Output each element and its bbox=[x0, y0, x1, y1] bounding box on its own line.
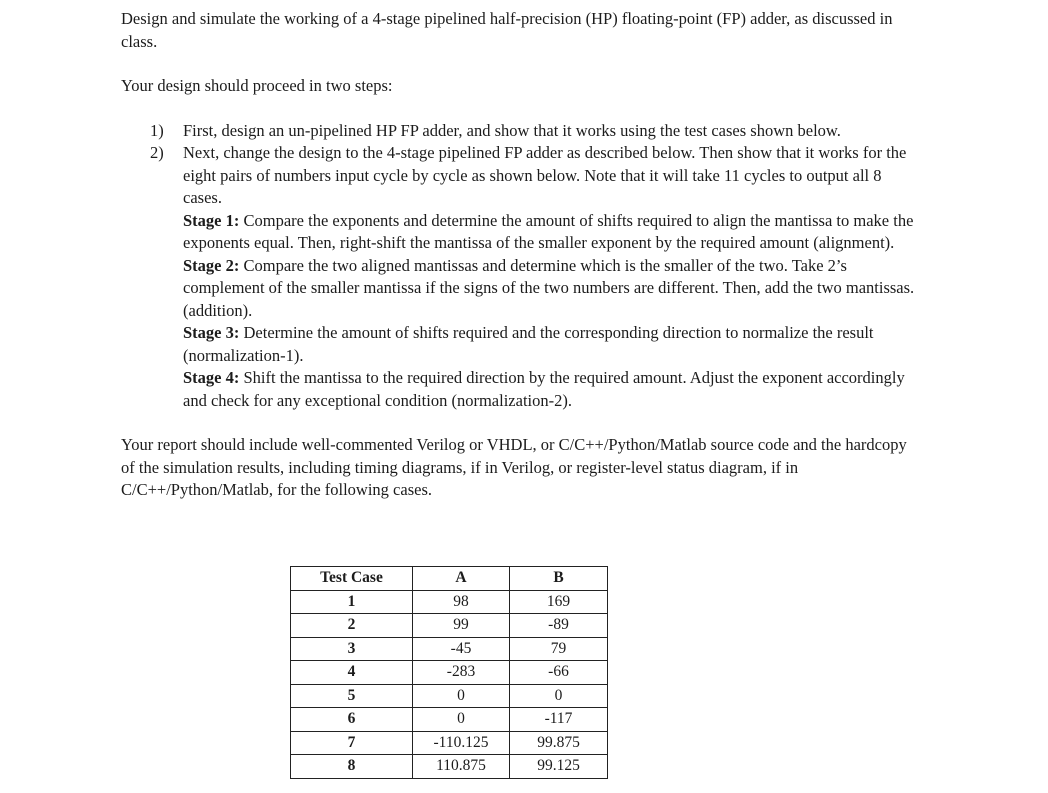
table-row bbox=[291, 755, 608, 779]
cell-b: -89 bbox=[510, 614, 608, 638]
cell-b: -66 bbox=[510, 661, 608, 685]
cell-a: 0 bbox=[413, 684, 510, 708]
step-item-2 bbox=[121, 142, 921, 412]
cell-case: 7 bbox=[291, 731, 413, 755]
stage-1 bbox=[183, 210, 921, 255]
cell-a: -45 bbox=[413, 637, 510, 661]
table-row bbox=[291, 661, 608, 685]
table-row bbox=[291, 637, 608, 661]
cell-b: 99.875 bbox=[510, 731, 608, 755]
stage-label: Stage 1: bbox=[183, 210, 240, 230]
steps-lead: Your design should proceed in two steps: bbox=[121, 76, 393, 95]
cell-case: 5 bbox=[291, 684, 413, 708]
stage-label: Stage 4: bbox=[183, 368, 240, 387]
header-b: B bbox=[510, 567, 608, 591]
stage-2 bbox=[183, 255, 921, 323]
stage-4 bbox=[183, 367, 921, 412]
cell-a: 99 bbox=[413, 614, 510, 638]
stage-3 bbox=[183, 322, 921, 367]
cell-case: 4 bbox=[291, 661, 413, 685]
step-number: 1) bbox=[150, 120, 164, 140]
stage-text: Shift the mantissa to the required direction by the required amount. Adjust the exponent accordingly and check for any exceptional condition (normalization-2). bbox=[183, 368, 905, 410]
test-cases-table bbox=[290, 566, 608, 779]
cell-b: 79 bbox=[510, 637, 608, 661]
cell-b: 99.125 bbox=[510, 755, 608, 779]
table-row bbox=[291, 684, 608, 708]
report-paragraph: Your report should include well-commented Verilog or VHDL, or C/C++/Python/Matlab source code and the hardcopy of the simulation results, including timing diagrams, if in Verilog, or register-level status diagram, if in C/C++/Python/Matlab, for the following cases. bbox=[121, 435, 907, 499]
stage-text: Compare the two aligned mantissas and determine which is the smaller of the two. Take 2’s complement of the smaller mantissa if the signs of the two numbers are different. Then, add the two mantissas. (addition). bbox=[183, 255, 915, 320]
table-row bbox=[291, 614, 608, 638]
cell-case: 2 bbox=[291, 614, 413, 638]
stage-text: Compare the exponents and determine the amount of shifts required to align the mantissa to make the exponents equal. Then, right-shift the mantissa of the smaller exponent by the required amount (alignment). bbox=[183, 210, 914, 252]
cell-b: 0 bbox=[510, 684, 608, 708]
step-item-1 bbox=[121, 120, 921, 143]
table-row bbox=[291, 590, 608, 614]
cell-case: 6 bbox=[291, 708, 413, 732]
cell-case: 1 bbox=[291, 590, 413, 614]
header-test-case: Test Case bbox=[291, 567, 413, 591]
cell-a: 110.875 bbox=[413, 755, 510, 779]
cell-b: 169 bbox=[510, 590, 608, 614]
stage-label: Stage 3: bbox=[183, 323, 240, 342]
step-text: Next, change the design to the 4-stage pipelined FP adder as described below. Then show that it works for the eight pairs of numbers input cycle by cycle as shown below. Note that it will take 11 cycles to output all 8 cases. bbox=[183, 143, 907, 207]
step-number: 2) bbox=[150, 143, 164, 162]
header-a: A bbox=[413, 567, 510, 591]
cell-b: -117 bbox=[510, 708, 608, 732]
table-row bbox=[291, 708, 608, 732]
table-row bbox=[291, 731, 608, 755]
step-text: First, design an un-pipelined HP FP adder, and show that it works using the test cases shown below. bbox=[183, 120, 841, 140]
intro-paragraph: Design and simulate the working of a 4-stage pipelined half-precision (HP) floating-point (FP) adder, as discussed in class. bbox=[121, 9, 893, 51]
stage-text: Determine the amount of shifts required and the corresponding direction to normalize the result (normalization-1). bbox=[183, 323, 874, 365]
stage-label: Stage 2: bbox=[183, 255, 240, 275]
cell-a: -110.125 bbox=[413, 731, 510, 755]
steps-list bbox=[121, 120, 921, 413]
cell-a: 98 bbox=[413, 590, 510, 614]
table-header-row bbox=[291, 567, 608, 591]
assignment-page bbox=[121, 8, 921, 502]
cell-a: 0 bbox=[413, 708, 510, 732]
cell-case: 3 bbox=[291, 637, 413, 661]
cell-case: 8 bbox=[291, 755, 413, 779]
cell-a: -283 bbox=[413, 661, 510, 685]
